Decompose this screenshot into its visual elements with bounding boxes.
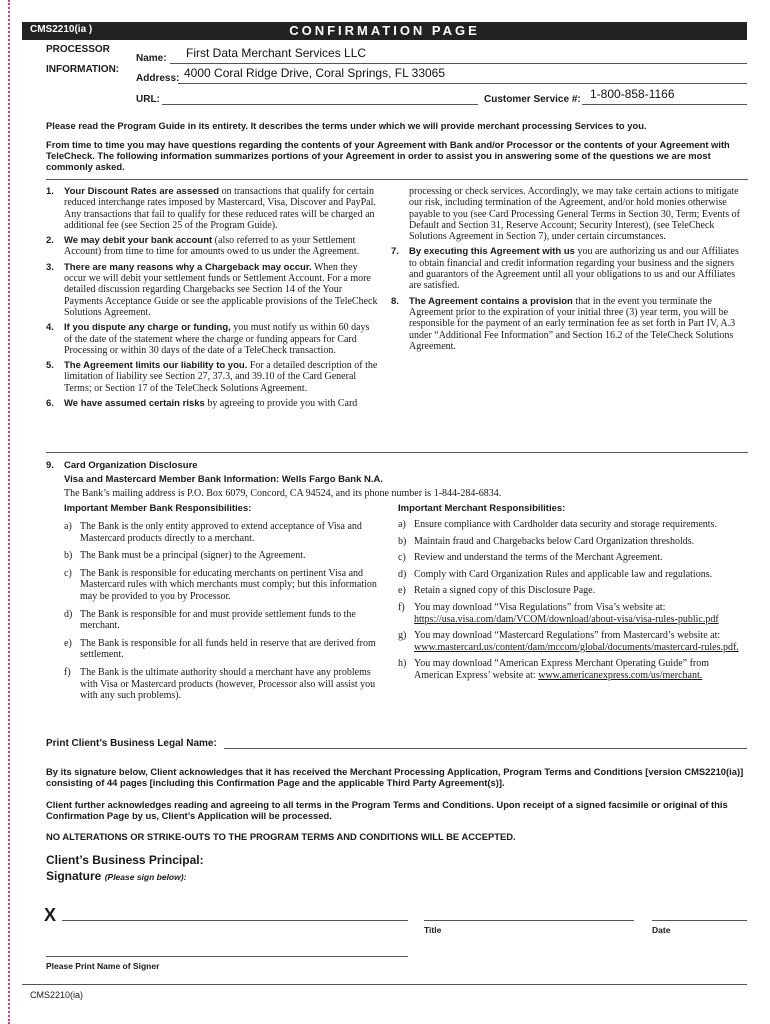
item-number: 1. (46, 186, 54, 197)
item-text: you are authorizing us and our Affiliates to obtain financial and credit information regarding your business and the signers and guarantors of the Agreement until all your obligations to us and our Affiliates are satisfied. (409, 246, 739, 292)
bank-mailing-address: The Bank’s mailing address is P.O. Box 6079, Concord, CA 94524, and its phone number is 1-844-284-6834. (64, 488, 502, 499)
responsibility-item (398, 602, 750, 625)
responsibility-item (64, 638, 382, 661)
responsibility-item (398, 585, 750, 597)
acknowledgement-2: Client further acknowledges reading and agreeing to all terms in the Program Terms and Conditions. Upon receipt of a signed facsimile or original of this Confirmation Page by us, Client’s Application will be processed. (46, 799, 728, 822)
item-text: Ensure compliance with Cardholder data security and storage requirements. (414, 519, 717, 530)
signature-hint: (Please sign below): (104, 872, 187, 882)
item-letter: f) (398, 601, 405, 613)
item-heading: If you dispute any charge or funding, (64, 322, 231, 334)
no-alterations-notice: NO ALTERATIONS OR STRIKE-OUTS TO THE PROGRAM TERMS AND CONDITIONS WILL BE ACCEPTED. (46, 831, 516, 842)
responsibility-item (398, 536, 750, 548)
list-item (391, 246, 748, 291)
item-text: The Bank is responsible for and must provide settlement funds to the merchant. (80, 608, 356, 632)
address-field[interactable] (178, 66, 747, 84)
information-label: INFORMATION: (46, 64, 120, 75)
item-letter: a) (64, 521, 72, 532)
responsibility-item (398, 630, 750, 653)
customer-service-label: Customer Service #: (484, 94, 581, 105)
address-value: 4000 Coral Ridge Drive, Coral Springs, FL 33065 (184, 66, 446, 80)
item-letter: c) (64, 567, 72, 579)
business-principal-heading: Client’s Business Principal: (46, 853, 204, 867)
address-label: Address: (136, 73, 180, 84)
date-field[interactable] (652, 906, 747, 921)
item-text: The Bank is responsible for educating merchants on pertinent Visa and Mastercard rules with which merchants must comply; but this information may be provided to you by Processor. (80, 567, 377, 602)
item-text: You may download “Mastercard Regulations” from Mastercard’s website at: (414, 630, 721, 642)
download-link[interactable]: www.mastercard.us/content/dam/mccom/global/documents/mastercard-rules.pdf. (414, 641, 739, 653)
date-label: Date (652, 925, 671, 935)
item-number: 2. (46, 235, 54, 247)
item-heading: The Agreement limits our liability to you. (64, 360, 248, 372)
item-text: You may download “Visa Regulations” from Visa’s website at: (414, 601, 666, 613)
item-number: 8. (391, 295, 399, 307)
item-text: Comply with Card Organization Rules and applicable law and regulations. (414, 568, 713, 580)
item-text: For a detailed description of the limitation of liability see Section 27, 37.3, and 39.10 of the Card General Terms; or Section 17 of the TeleCheck Solutions Agreement. (64, 360, 378, 394)
legal-name-field[interactable] (224, 736, 747, 749)
item-letter: d) (398, 568, 407, 580)
item-text: You may download “American Express Merchant Operating Guide” from American Express’ website at: (414, 658, 710, 681)
item-text: that in the event you terminate the Agreement prior to the expiration of your initial three (3) year term, you will be responsible for the payment of an early termination fee as set forth in Part IV, A.3 under “Additional Fee Information” and Section 16.2 of the TeleCheck Solutions Agreement. (409, 295, 736, 352)
member-bank-heading: Important Member Bank Responsibilities: (64, 503, 252, 514)
item-letter: b) (398, 535, 407, 547)
item-letter: h) (398, 658, 407, 670)
item-letter: e) (398, 585, 406, 597)
merchant-heading: Important Merchant Responsibilities: (398, 503, 566, 514)
item-text: The Bank is the ultimate authority should a merchant have any problems with Visa or Mastercard products (however, Processor also will assist you with any such problems). (80, 666, 376, 702)
merchant-list (398, 519, 750, 687)
member-bank-line: Visa and Mastercard Member Bank Information: Wells Fargo Bank N.A. (64, 474, 384, 485)
item-heading: We have assumed certain risks (64, 398, 205, 410)
signature-x-mark: X (44, 905, 57, 925)
item-letter: g) (398, 630, 407, 642)
card-org-number: 9. (46, 460, 54, 471)
item-text: The Bank is the only entity approved to extend acceptance of Visa and Mastercard products directly to a merchant. (80, 521, 362, 544)
item-text: When they occur we will debit your settlement funds or Settlement Account. For a more detailed discussion regarding Chargebacks see Section 14 of the Your Payments Acceptance Guide or see the applicable provisions of the TeleCheck Solutions Agreement. (64, 261, 378, 318)
url-field[interactable] (162, 92, 478, 105)
list-item (46, 398, 380, 409)
list-item (391, 296, 748, 352)
list-item (46, 186, 380, 231)
item-number: 5. (46, 360, 54, 372)
item-text: Review and understand the terms of the Merchant Agreement. (414, 552, 663, 564)
print-name-field[interactable] (46, 944, 408, 957)
list-item (46, 322, 380, 356)
responsibility-item (64, 550, 382, 562)
item-heading: By executing this Agreement with us (409, 246, 575, 258)
title-field[interactable] (424, 906, 634, 921)
item-heading: There are many reasons why a Chargeback may occur. (64, 261, 312, 273)
item-letter: d) (64, 608, 73, 620)
responsibility-item (398, 658, 750, 681)
item-text: you must notify us within 60 days of the date of the statement where the charge or funding appears for Card Processing or within 30 days of the date of a TeleCheck transaction. (64, 322, 370, 356)
item-number: 4. (46, 322, 54, 334)
responsibility-item (64, 521, 382, 544)
acknowledgement-1: By its signature below, Client acknowledges that it has received the Merchant Processing Application, Program Terms and Conditions [version CMS2210(ia)] consisting of 44 pages [including this Confirmation Page and the applicable Third Party Agreement(s)]. (46, 766, 744, 789)
item-number: 6. (46, 398, 54, 410)
items-left-column (46, 186, 380, 413)
footer-form-code: CMS2210(ia) (30, 990, 84, 1000)
responsibility-item (398, 552, 750, 564)
signature-label-text: Signature (46, 869, 102, 883)
item-heading: The Agreement contains a provision (409, 295, 573, 307)
card-org-title: Card Organization Disclosure (64, 460, 198, 471)
item-letter: f) (64, 666, 71, 678)
item-number: 3. (46, 261, 54, 273)
item-heading: We may debit your bank account (64, 235, 213, 247)
list-item (46, 360, 380, 394)
list-item (46, 235, 380, 258)
signature-field[interactable] (62, 906, 408, 921)
item-letter: c) (398, 552, 406, 564)
legal-name-label: Print Client’s Business Legal Name: (46, 738, 217, 749)
intro-paragraph-2: From time to time you may have questions regarding the contents of your Agreement with Bank and/or Processor or the contents of your Agreement with TeleCheck. The following information summarizes portions of your Agreement in order to assist you in answering some of the questions we are most commonly asked. (46, 139, 730, 173)
list-item (46, 262, 380, 318)
item-text: by agreeing to provide you with Card (204, 398, 358, 410)
item-text: Maintain fraud and Chargebacks below Card Organization thresholds. (414, 535, 695, 547)
download-link[interactable]: www.americanexpress.com/us/merchant. (538, 669, 703, 681)
item-letter: b) (64, 550, 73, 562)
responsibility-item (398, 569, 750, 581)
item-text: (also referred to as your Settlement Account) from time to time for amounts owed to us under the Agreement. (64, 235, 360, 258)
form-code: CMS2210(ia ) (30, 24, 93, 35)
member-bank-list (64, 521, 382, 708)
url-label: URL: (136, 94, 160, 105)
responsibility-item (64, 667, 382, 702)
item-heading: Your Discount Rates are assessed (64, 186, 220, 197)
print-name-label: Please Print Name of Signer (46, 961, 160, 971)
item-text: processing or check services. Accordingly, we may take certain actions to mitigate our risk, including termination of the Agreement, and/or hold monies otherwise payable to you (see Card Processing General Terms in Section 30, Term; Events of Default and Section 31, Reserve Account; Security Interest), (see TeleCheck Solutions Agreement in Section 7), under certain circumstances. (409, 186, 740, 243)
item-text: on transactions that qualify for certain reduced interchange rates imposed by Mastercard, Visa, Discover and PayPal. Any transactions that fail to qualify for these reduced rates will be charged an additional fee (see Section 25 of the Program Guide). (64, 186, 376, 231)
perforation-edge (8, 0, 10, 1024)
item-letter: a) (398, 519, 406, 530)
name-value: First Data Merchant Services LLC (186, 46, 367, 60)
name-field[interactable] (170, 46, 747, 64)
divider (46, 179, 748, 180)
name-label: Name: (136, 53, 167, 64)
processor-label: PROCESSOR (46, 44, 110, 55)
signature-label (46, 869, 186, 883)
intro-paragraph-1: Please read the Program Guide in its entirety. It describes the terms under which we will provide merchant processing Services to you. (46, 120, 647, 131)
item-text: Retain a signed copy of this Disclosure Page. (414, 585, 596, 597)
list-item (391, 186, 748, 242)
item-text: The Bank is responsible for all funds held in reserve that are derived from settlement. (80, 637, 376, 661)
responsibility-item (64, 568, 382, 603)
page-title: CONFIRMATION PAGE (289, 23, 480, 38)
item-letter: e) (64, 637, 72, 649)
item-text: The Bank must be a principal (signer) to the Agreement. (80, 550, 306, 562)
customer-service-value: 1-800-858-1166 (590, 87, 675, 101)
item-number: 7. (391, 246, 399, 258)
title-label: Title (424, 925, 442, 935)
footer-divider (22, 984, 747, 985)
header-bar (22, 22, 747, 40)
download-link[interactable]: https://usa.visa.com/dam/VCOM/download/about-visa/visa-rules-public.pdf (414, 613, 719, 625)
responsibility-item (398, 519, 750, 531)
divider (46, 452, 748, 453)
items-right-column (391, 186, 748, 356)
responsibility-item (64, 609, 382, 632)
customer-service-field[interactable] (582, 87, 747, 105)
